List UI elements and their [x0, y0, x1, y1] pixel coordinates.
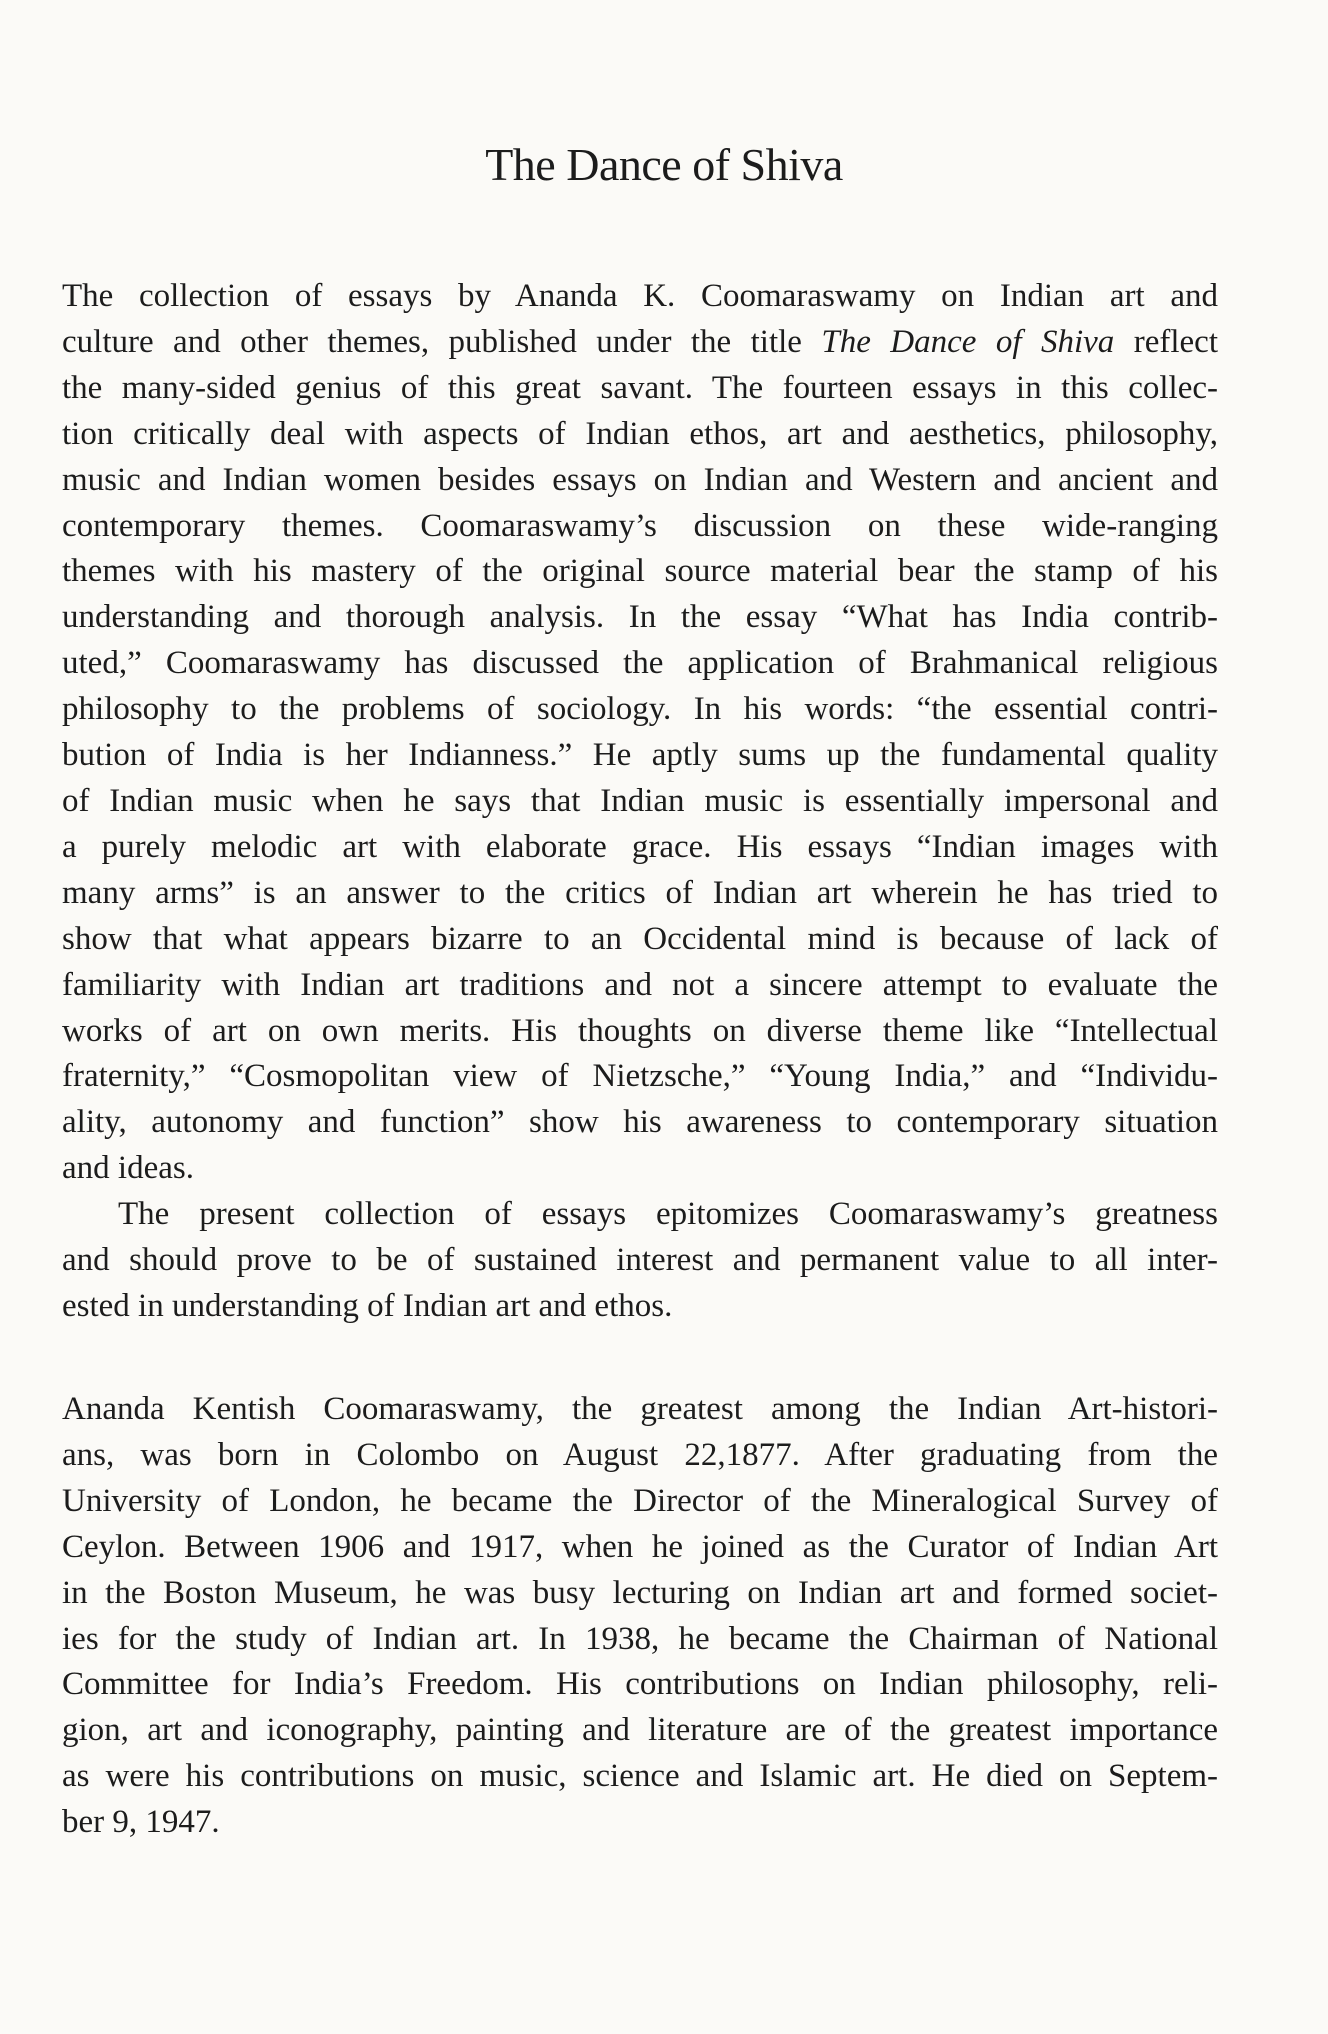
text-line: music and Indian women besides essays on Indian and Western and ancient and	[62, 461, 1218, 498]
text-line: bution of India is her Indianness.” He aptly sums up the fundamental quality	[62, 737, 1218, 774]
text-line: gion, art and iconography, painting and literature are of the greatest importance	[62, 1712, 1218, 1749]
intro-paragraph-1	[62, 274, 1218, 1192]
text-line: Ceylon. Between 1906 and 1917, when he joined as the Curator of Indian Art	[62, 1528, 1218, 1565]
intro-paragraph-2	[62, 1192, 1218, 1330]
text-line: ies for the study of Indian art. In 1938, he became the Chairman of National	[62, 1620, 1218, 1657]
text-line: as were his contributions on music, science and Islamic art. He died on Septem-	[62, 1758, 1218, 1795]
text-line: The collection of essays by Ananda K. Coomaraswamy on Indian art and	[62, 278, 1218, 314]
text-line: uted,” Coomaraswamy has discussed the application of Brahmanical religious	[62, 645, 1218, 682]
text-line: ber 9, 1947.	[62, 1804, 220, 1841]
text-line: tion critically deal with aspects of Indian ethos, art and aesthetics, philosophy,	[62, 415, 1218, 452]
text-line: understanding and thorough analysis. In the essay “What has India contrib-	[62, 599, 1218, 636]
book-title-italic: The Dance of Shiva	[821, 323, 1115, 360]
text-line: Ananda Kentish Coomaraswamy, the greatest among the Indian Art-histori-	[62, 1391, 1218, 1427]
text-line: fraternity,” “Cosmopolitan view of Nietzsche,” “Young India,” and “Individu-	[62, 1058, 1218, 1095]
text-line: contemporary themes. Coomaraswamy’s discussion on these wide-ranging	[62, 507, 1218, 544]
text-line: the many-sided genius of this great savant. The fourteen essays in this collec-	[62, 369, 1218, 406]
text-line: philosophy to the problems of sociology. In his words: “the essential contri-	[62, 691, 1218, 728]
text-line: ality, autonomy and function” show his awareness to contemporary situation	[62, 1104, 1218, 1141]
text-line: many arms” is an answer to the critics of Indian art wherein he has tried to	[62, 874, 1218, 911]
author-bio-section	[62, 1387, 1218, 1846]
text-line: of Indian music when he says that Indian music is essentially impersonal and	[62, 782, 1218, 819]
text-line: culture and other themes, published under the title The Dance of Shiva reflect	[62, 323, 1218, 360]
page-title: The Dance of Shiva	[485, 139, 843, 190]
text-line: The present collection of essays epitomizes Coomaraswamy’s greatness	[118, 1196, 1218, 1233]
text-line: and should prove to be of sustained interest and permanent value to all inter-	[62, 1242, 1218, 1279]
text-line: works of art on own merits. His thoughts on diverse theme like “Intellectual	[62, 1012, 1218, 1049]
text-line: University of London, he became the Director of the Mineralogical Survey of	[62, 1482, 1218, 1519]
text-line: ans, was born in Colombo on August 22,1877. After graduating from the	[62, 1436, 1218, 1473]
text-line: in the Boston Museum, he was busy lecturing on Indian art and formed societ-	[62, 1574, 1218, 1611]
text-line: show that what appears bizarre to an Occidental mind is because of lack of	[62, 920, 1218, 957]
text-line: familiarity with Indian art traditions and not a sincere attempt to evaluate the	[62, 966, 1218, 1003]
text-line: Committee for India’s Freedom. His contributions on Indian philosophy, reli-	[62, 1666, 1218, 1703]
text-line: themes with his mastery of the original source material bear the stamp of his	[62, 553, 1218, 590]
text-line: and ideas.	[62, 1150, 194, 1187]
text-line: a purely melodic art with elaborate grace. His essays “Indian images with	[62, 828, 1218, 865]
text-line: ested in understanding of Indian art and ethos.	[62, 1287, 673, 1324]
intro-section	[62, 274, 1218, 1330]
